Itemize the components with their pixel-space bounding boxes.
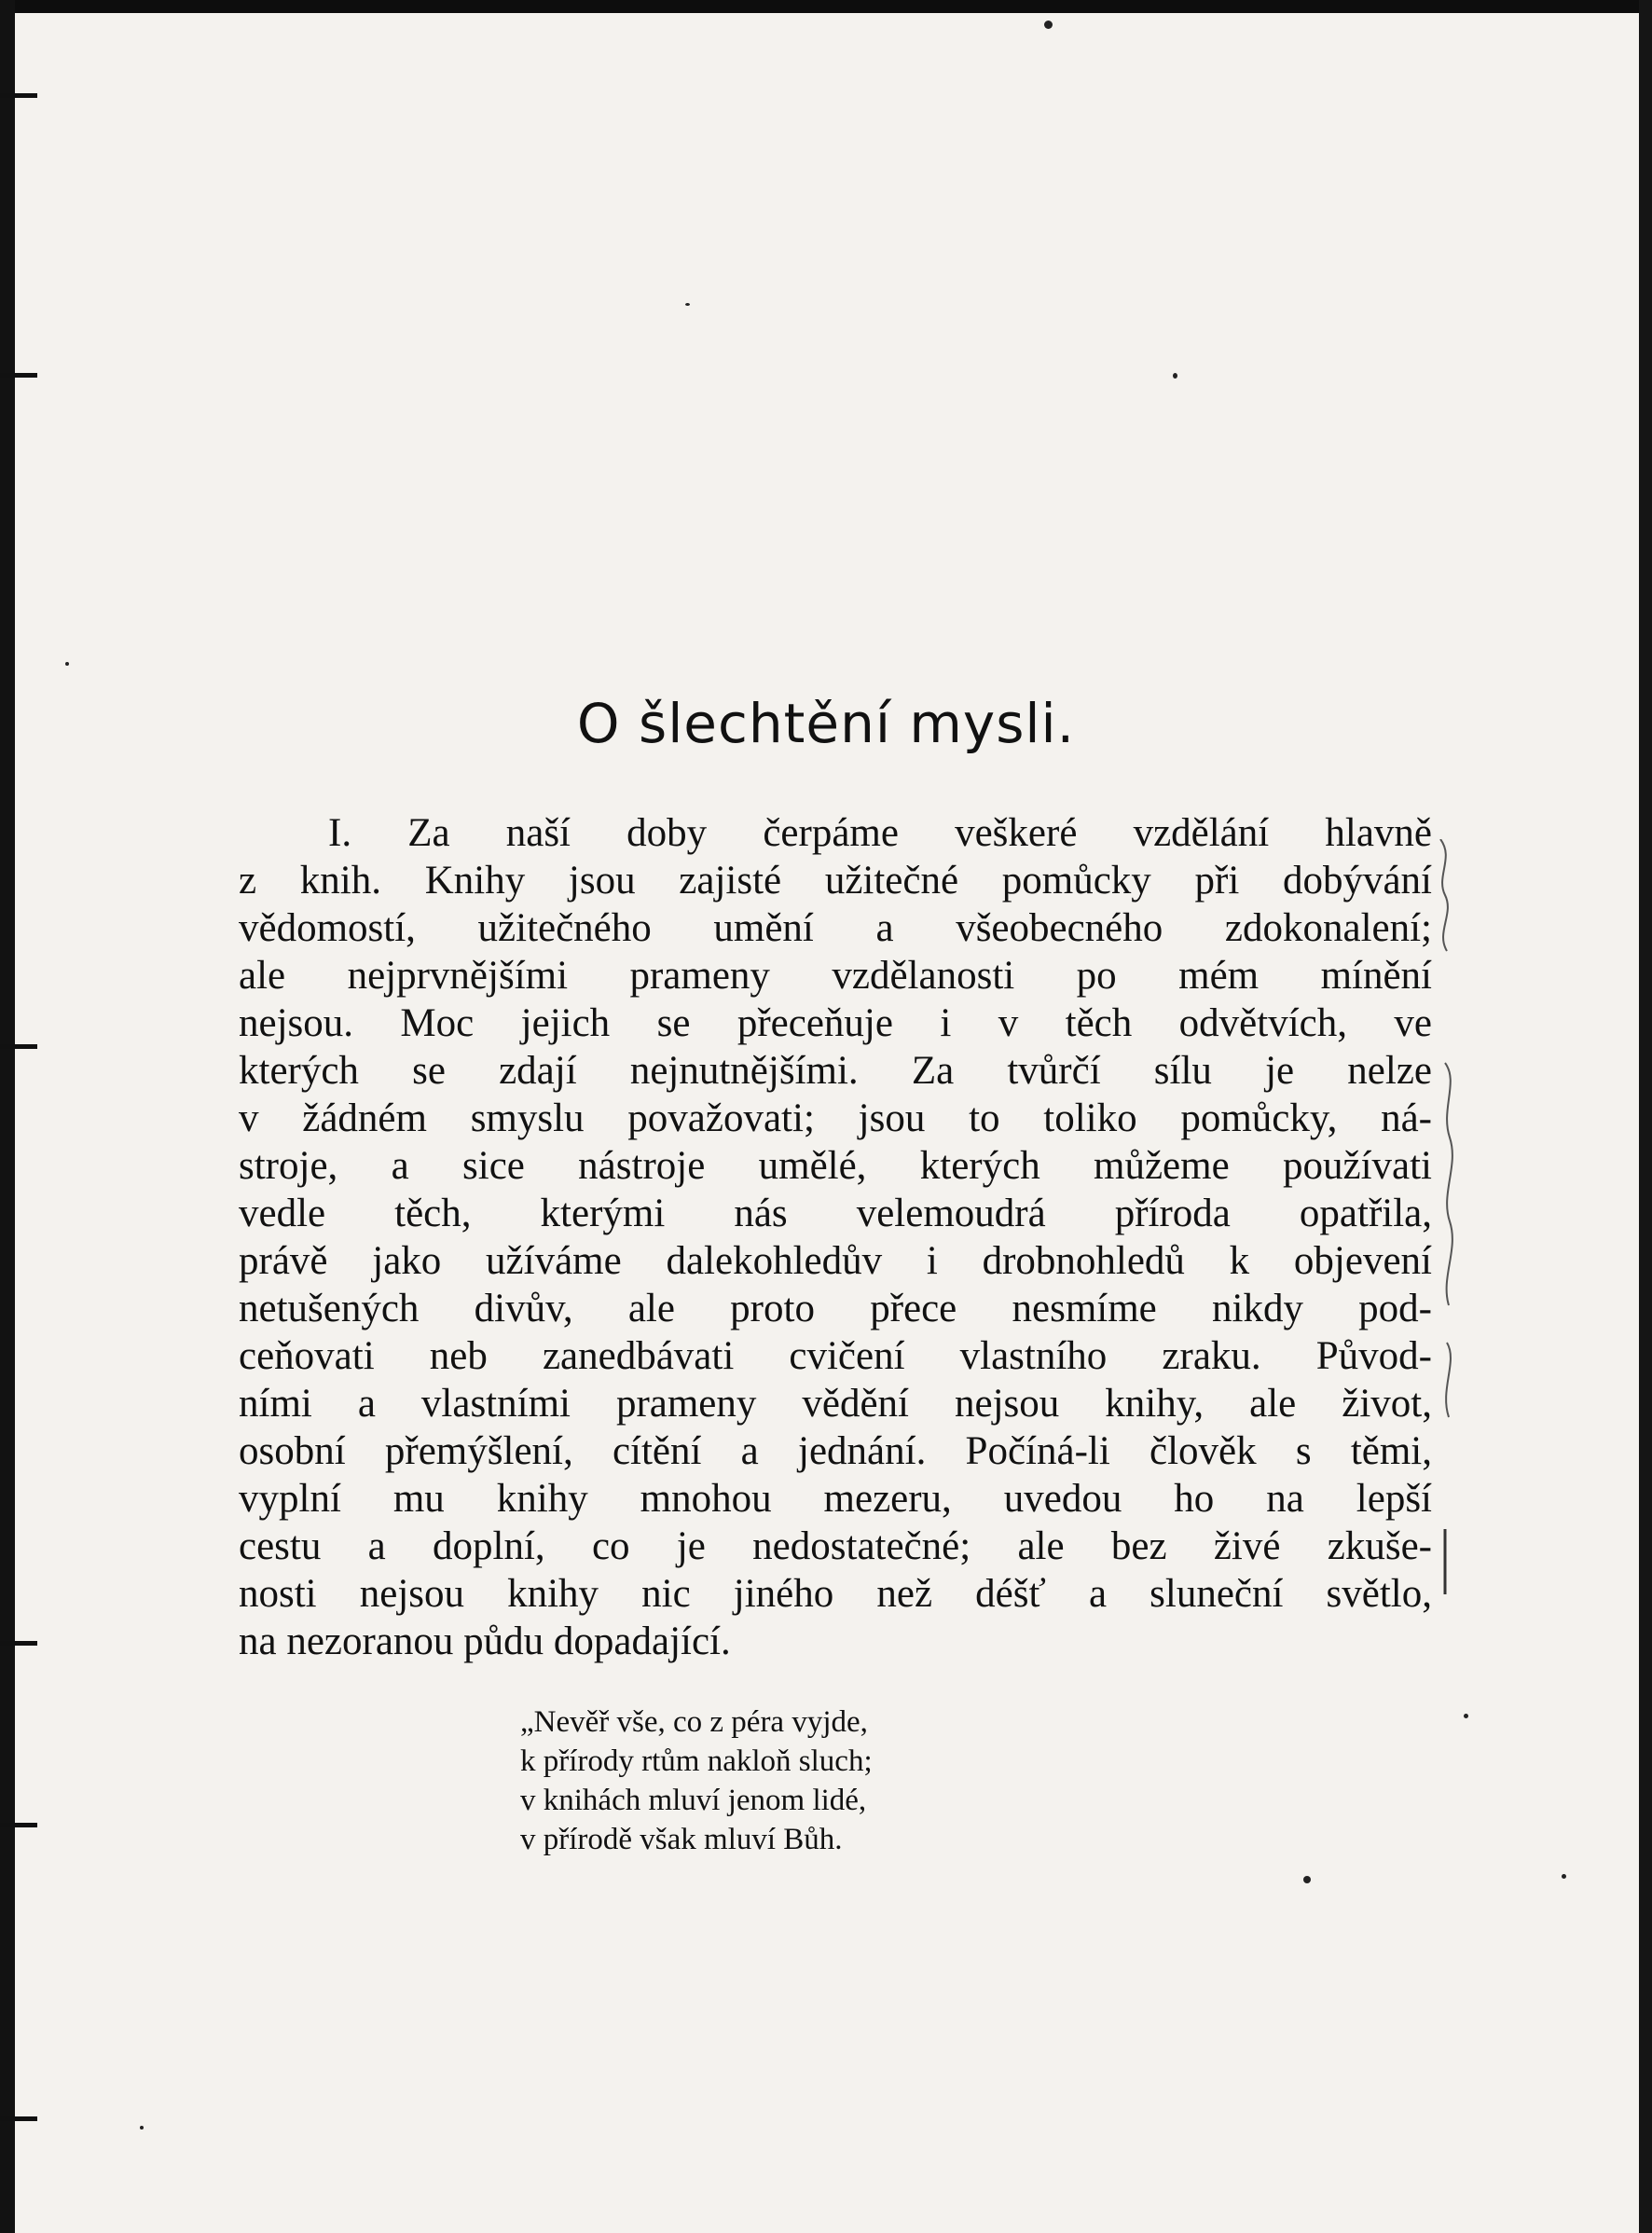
poem-line: k přírody rtům nakloň sluch; [520, 1744, 873, 1778]
poem-line: „Nevěř vše, co z péra vyjde, [520, 1705, 868, 1739]
paragraph-line: z knih. Knihy jsou zajisté užitečné pomůcky při dobývání [239, 859, 1432, 903]
paragraph-line: kterých se zdají nejnutnějšími. Za tvůrčí sílu je nelze [239, 1049, 1432, 1093]
main-paragraph [239, 809, 1432, 1665]
margin-pencil-marks [1436, 839, 1473, 1622]
ink-speck [1464, 1714, 1468, 1718]
paragraph-line: na nezoranou půdu dopadající. [239, 1620, 731, 1663]
paragraph-line: vědomostí, užitečného umění a všeobecného zdokonalení; [239, 906, 1432, 950]
binding-tick [0, 373, 37, 378]
paragraph-line: stroje, a sice nástroje umělé, kterých můžeme používati [239, 1144, 1432, 1188]
paragraph-line: nejsou. Moc jejich se přeceňuje i v těch odvětvích, ve [239, 1001, 1432, 1045]
paragraph-line: v žádném smyslu považovati; jsou to toliko pomůcky, ná- [239, 1096, 1432, 1140]
ink-speck [1173, 373, 1177, 379]
paragraph-line: cestu a doplní, co je nedostatečné; ale bez živé zkuše- [239, 1524, 1432, 1568]
ink-speck [1303, 1876, 1311, 1883]
ink-speck [1562, 1874, 1566, 1879]
paragraph-line: I. Za naší doby čerpáme veškeré vzdělání hlavně [328, 811, 1432, 855]
binding-tick [0, 2116, 37, 2121]
poem-quote [520, 1702, 873, 1859]
paragraph-line: ale nejprvnějšími prameny vzdělanosti po mém mínění [239, 954, 1432, 998]
ink-speck [65, 662, 69, 666]
scan-frame-right [1639, 0, 1652, 2233]
paragraph-line: vyplní mu knihy mnohou mezeru, uvedou ho na lepší [239, 1477, 1432, 1521]
paragraph-line: nosti nejsou knihy nic jiného než déšť a sluneční světlo, [239, 1572, 1432, 1616]
paragraph-line: vedle těch, kterými nás velemoudrá příroda opatřila, [239, 1192, 1432, 1235]
ink-speck [685, 303, 690, 306]
paragraph-line: osobní přemýšlení, cítění a jednání. Počíná-li člověk s těmi, [239, 1429, 1432, 1473]
binding-tick [0, 1641, 37, 1646]
poem-line: v knihách mluví jenom lidé, [520, 1784, 867, 1817]
poem-line: v přírodě však mluví Bůh. [520, 1823, 843, 1856]
paragraph-line: ceňovati neb zanedbávati cvičení vlastního zraku. Původ- [239, 1334, 1432, 1378]
scan-frame-left [0, 0, 15, 2233]
scan-frame-top [0, 0, 1652, 13]
page-title: O šlechtění mysli. [576, 692, 1076, 755]
ink-speck [1044, 21, 1053, 29]
binding-tick [0, 1044, 37, 1049]
ink-speck [140, 2126, 144, 2130]
paragraph-line: ními a vlastními prameny vědění nejsou knihy, ale život, [239, 1382, 1432, 1426]
binding-tick [0, 1823, 37, 1827]
paragraph-line: právě jako užíváme dalekohledův i drobnohledů k objevení [239, 1239, 1432, 1283]
paragraph-line: netušených divův, ale proto přece nesmíme nikdy pod- [239, 1287, 1432, 1330]
binding-tick [0, 93, 37, 98]
